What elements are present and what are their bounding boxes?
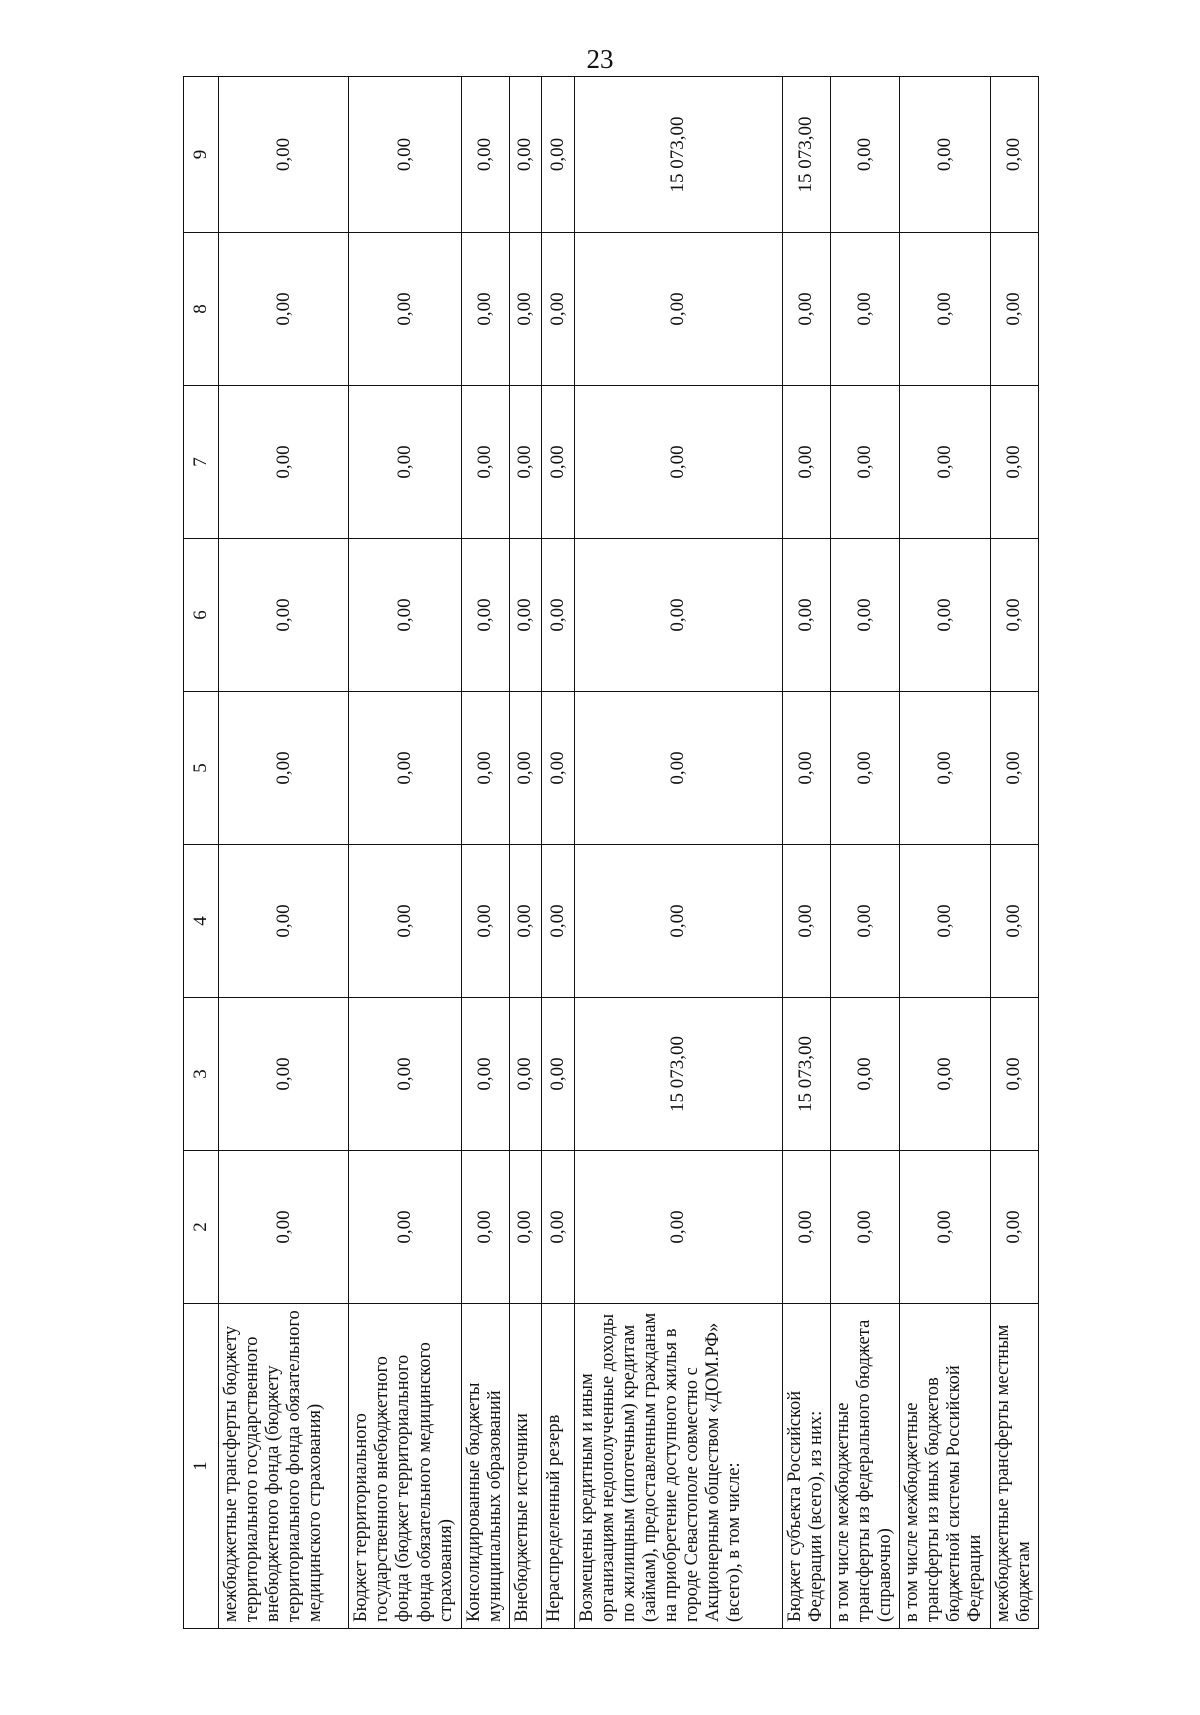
table-cell: 0,00 — [990, 1151, 1038, 1304]
table-cell: 0,00 — [349, 539, 461, 692]
budget-table — [183, 76, 1039, 1629]
table-cell: 0,00 — [782, 692, 830, 845]
table-cell: 0,00 — [349, 386, 461, 539]
table-cell: 0,00 — [990, 77, 1038, 233]
column-number-9: 9 — [184, 77, 219, 233]
table-cell: 0,00 — [990, 233, 1038, 386]
table-row — [830, 77, 899, 1629]
column-number-8: 8 — [184, 233, 219, 386]
row-label: Возмещены кредитным и иным организациям недополученные доходы по жилищным (ипотечным) кредитам (займам), предоставленным гражданам на приобретение доступного жилья в городе Севастополе совместно с Акционерным обществом «ДОМ.РФ» (всего), в том числе: — [574, 1304, 782, 1629]
table-row — [574, 77, 782, 1629]
table-cell: 0,00 — [461, 77, 509, 233]
table-cell: 0,00 — [461, 998, 509, 1151]
table-cell: 0,00 — [542, 77, 575, 233]
row-label: в том числе межбюджетные трансферты из федерального бюджета (справочно) — [830, 1304, 899, 1629]
table-cell: 0,00 — [830, 845, 899, 998]
table-cell: 0,00 — [900, 692, 991, 845]
column-number-1: 1 — [184, 1304, 219, 1629]
table-row — [900, 77, 991, 1629]
table-cell: 0,00 — [542, 233, 575, 386]
column-number-3: 3 — [184, 998, 219, 1151]
table-cell: 15 073,00 — [574, 998, 782, 1151]
row-label: межбюджетные трансферты бюджету территориального государственного внебюджетного фонда (бюджету территориального фонда обязательного медицинского страхования) — [219, 1304, 349, 1629]
table-cell: 0,00 — [461, 539, 509, 692]
table-cell: 0,00 — [782, 386, 830, 539]
column-number-2: 2 — [184, 1151, 219, 1304]
table-row — [542, 77, 575, 1629]
table-cell: 0,00 — [219, 845, 349, 998]
header-row — [184, 77, 219, 1629]
table-cell: 0,00 — [990, 692, 1038, 845]
table-cell: 0,00 — [990, 845, 1038, 998]
table-cell: 0,00 — [461, 845, 509, 998]
row-label: Бюджет территориального государственного внебюджетного фонда (бюджет территориального фонда обязательного медицинского страхования) — [349, 1304, 461, 1629]
table-cell: 0,00 — [542, 998, 575, 1151]
table-cell: 0,00 — [461, 692, 509, 845]
table-cell: 0,00 — [542, 386, 575, 539]
table-row — [461, 77, 509, 1629]
table-cell: 0,00 — [830, 998, 899, 1151]
table-cell: 0,00 — [509, 386, 542, 539]
table-cell: 0,00 — [900, 539, 991, 692]
table-cell: 0,00 — [461, 1151, 509, 1304]
table-cell: 0,00 — [509, 539, 542, 692]
table-cell: 0,00 — [219, 386, 349, 539]
table-cell: 0,00 — [461, 386, 509, 539]
table-row — [509, 77, 542, 1629]
table-cell: 0,00 — [900, 77, 991, 233]
column-number-6: 6 — [184, 539, 219, 692]
table-cell: 0,00 — [461, 233, 509, 386]
page-number: 23 — [586, 44, 614, 74]
table-cell: 0,00 — [830, 539, 899, 692]
table-cell: 0,00 — [219, 692, 349, 845]
row-label: Нераспределенный резерв — [542, 1304, 575, 1629]
table-cell: 0,00 — [509, 845, 542, 998]
table-cell: 0,00 — [509, 998, 542, 1151]
table-cell: 0,00 — [574, 692, 782, 845]
table-cell: 0,00 — [542, 692, 575, 845]
table-cell: 0,00 — [900, 1151, 991, 1304]
table-cell: 15 073,00 — [574, 77, 782, 233]
table-cell: 0,00 — [509, 233, 542, 386]
table-cell: 15 073,00 — [782, 998, 830, 1151]
table-cell: 0,00 — [509, 1151, 542, 1304]
table-cell: 0,00 — [782, 845, 830, 998]
table-cell: 0,00 — [219, 998, 349, 1151]
table-cell: 0,00 — [782, 233, 830, 386]
table-cell: 0,00 — [830, 692, 899, 845]
table-cell: 0,00 — [900, 386, 991, 539]
table-cell: 0,00 — [574, 233, 782, 386]
table-cell: 0,00 — [830, 233, 899, 386]
table-cell: 0,00 — [219, 1151, 349, 1304]
table-cell: 0,00 — [509, 77, 542, 233]
table-cell: 0,00 — [509, 692, 542, 845]
table-row — [990, 77, 1038, 1629]
table-cell: 0,00 — [574, 845, 782, 998]
table-row — [219, 77, 349, 1629]
table-cell: 0,00 — [990, 386, 1038, 539]
table-cell: 0,00 — [349, 77, 461, 233]
table-cell: 0,00 — [219, 233, 349, 386]
table-cell: 0,00 — [542, 539, 575, 692]
table-cell: 0,00 — [349, 845, 461, 998]
table-cell: 0,00 — [574, 1151, 782, 1304]
column-number-4: 4 — [184, 845, 219, 998]
table-cell: 15 073,00 — [782, 77, 830, 233]
table-cell: 0,00 — [574, 386, 782, 539]
row-label: Консолидированные бюджеты муниципальных образований — [461, 1304, 509, 1629]
table-cell: 0,00 — [349, 1151, 461, 1304]
row-label: межбюджетные трансферты местным бюджетам — [990, 1304, 1038, 1629]
table-cell: 0,00 — [574, 539, 782, 692]
table-row — [349, 77, 461, 1629]
row-label: Бюджет субъекта Российской Федерации (всего), из них: — [782, 1304, 830, 1629]
table-cell: 0,00 — [990, 998, 1038, 1151]
table-cell: 0,00 — [349, 998, 461, 1151]
table-body — [219, 77, 1039, 1629]
table-cell: 0,00 — [990, 539, 1038, 692]
table-cell: 0,00 — [219, 539, 349, 692]
table-cell: 0,00 — [900, 845, 991, 998]
table-cell: 0,00 — [219, 77, 349, 233]
column-number-7: 7 — [184, 386, 219, 539]
row-label: Внебюджетные источники — [509, 1304, 542, 1629]
table-cell: 0,00 — [349, 692, 461, 845]
table-row — [782, 77, 830, 1629]
table-cell: 0,00 — [542, 845, 575, 998]
table-cell: 0,00 — [830, 1151, 899, 1304]
table-cell: 0,00 — [830, 386, 899, 539]
row-label: в том числе межбюджетные трансферты из иных бюджетов бюджетной системы Российской Федерации — [900, 1304, 991, 1629]
table-cell: 0,00 — [900, 998, 991, 1151]
rotated-table-wrapper — [183, 77, 1039, 1629]
table-cell: 0,00 — [782, 1151, 830, 1304]
table-cell: 0,00 — [782, 539, 830, 692]
table-header — [184, 77, 219, 1629]
table-cell: 0,00 — [900, 233, 991, 386]
table-cell: 0,00 — [542, 1151, 575, 1304]
table-cell: 0,00 — [349, 233, 461, 386]
table-cell: 0,00 — [830, 77, 899, 233]
column-number-5: 5 — [184, 692, 219, 845]
